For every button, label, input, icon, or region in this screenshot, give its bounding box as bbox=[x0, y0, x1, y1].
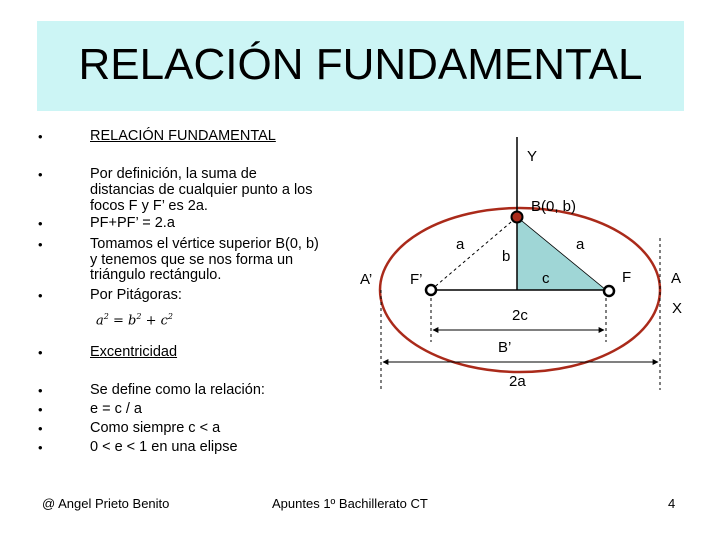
vertex-line-3: triángulo rectángulo. bbox=[90, 267, 222, 283]
vertex-a-prime-label: A’ bbox=[360, 271, 373, 288]
segment-a-left-label: a bbox=[456, 236, 465, 253]
vertex-b-label: B(0, b) bbox=[531, 198, 577, 215]
footer-subject: Apuntes 1º Bachillerato CT bbox=[272, 496, 428, 511]
footer-author: @ Angel Prieto Benito bbox=[42, 496, 170, 511]
vertex-line-1: Tomamos el vértice superior B(0, b) bbox=[90, 236, 319, 252]
right-triangle bbox=[517, 217, 606, 290]
definition-line-1: Por definición, la suma de bbox=[90, 166, 257, 182]
dimension-2a-label: 2a bbox=[509, 373, 526, 390]
segment-b-label: b bbox=[502, 248, 511, 265]
sum-line: PF+PF’ = 2.a bbox=[90, 215, 175, 231]
point-f-prime bbox=[426, 285, 436, 295]
focus-f-prime-label: F’ bbox=[410, 271, 423, 288]
pitagoras-line: Por Pitágoras: bbox=[90, 287, 182, 303]
y-axis-label: Y bbox=[527, 148, 538, 165]
bullet-marker: • bbox=[38, 345, 43, 360]
bullet-marker: • bbox=[38, 383, 43, 398]
bullet-marker: • bbox=[38, 421, 43, 436]
bullet-marker: • bbox=[38, 288, 43, 303]
focus-f-label: F bbox=[622, 269, 632, 286]
segment-a-right-label: a bbox=[576, 236, 585, 253]
x-axis-label: X bbox=[672, 300, 683, 317]
eccentricity-definition: Se define como la relación: bbox=[90, 382, 265, 398]
bullet-marker: • bbox=[38, 237, 43, 252]
eccentricity-condition-2: 0 < e < 1 en una elipse bbox=[90, 439, 238, 455]
dimension-2c-label: 2c bbox=[512, 307, 528, 324]
point-b bbox=[512, 212, 523, 223]
bullet-marker: • bbox=[38, 440, 43, 455]
eccentricity-link[interactable]: Excentricidad bbox=[90, 344, 178, 360]
point-f bbox=[604, 286, 614, 296]
bullet-marker: • bbox=[38, 216, 43, 231]
bullet-marker: • bbox=[38, 402, 43, 417]
bullet-marker: • bbox=[38, 167, 43, 182]
pythagoras-formula: $a^2 = b^2 + c^2$ bbox=[96, 312, 173, 329]
page-number: 4 bbox=[668, 496, 676, 511]
definition-line-3: focos F y F’ es 2a. bbox=[90, 198, 208, 214]
vertex-line-2: y tenemos que se nos forma un bbox=[90, 252, 294, 268]
eccentricity-formula: e = c / a bbox=[90, 401, 142, 417]
vertex-a-label: A bbox=[671, 270, 682, 287]
bullet-marker: • bbox=[38, 129, 43, 144]
heading-link[interactable]: RELACIÓN FUNDAMENTAL bbox=[90, 128, 276, 144]
vertex-b-prime-label: B’ bbox=[498, 339, 512, 356]
definition-line-2: distancias de cualquier punto a los bbox=[90, 182, 313, 198]
eccentricity-condition-1: Como siempre c < a bbox=[90, 420, 221, 436]
page-title: RELACIÓN FUNDAMENTAL bbox=[78, 40, 643, 89]
segment-c-label: c bbox=[542, 270, 550, 287]
